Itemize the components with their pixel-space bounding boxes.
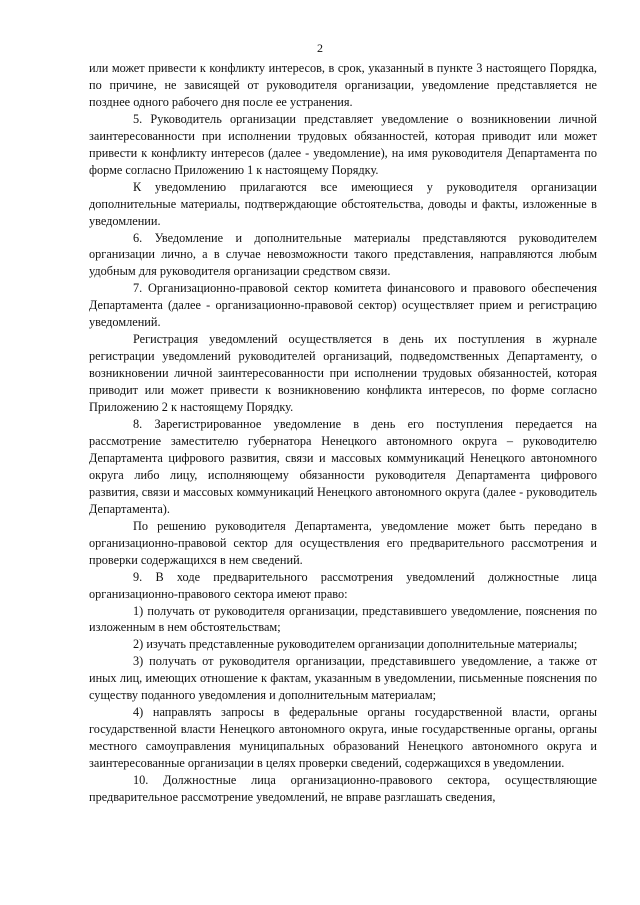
paragraph-decision: По решению руководителя Департамента, уведомление может быть передано в организационно-правовой сектор для осуществления его предварительного рассмотрения и проверки содержащихся в нем сведений.	[89, 518, 597, 567]
paragraph-registration: Регистрация уведомлений осуществляется в день их поступления в журнале регистрации уведомлений руководителей организаций, подведомственных Департаменту, о возникновении личной заинтересованности при исполнении трудовых обязанностей, которая приводит или может привести к возникновению конфликта интересов, по форме согласно Приложению 2 к настоящему Порядку.	[89, 332, 597, 415]
paragraph-item-5: 5. Руководитель организации представляет уведомление о возникновении личной заинтересованности при исполнении трудовых обязанностей, которая приводит или может привести к конфликту интересов (далее - уведомление), на имя руководителя Департамента по форме согласно Приложению 1 к настоящему Порядку.	[89, 111, 597, 177]
paragraph-item-7: 7. Организационно-правовой сектор комитета финансового и правового обеспечения Департамента (далее - организационно-правовой сектор) осуществляет прием и регистрацию уведомлений.	[89, 281, 597, 330]
paragraph-continuation: или может привести к конфликту интересов, в срок, указанный в пункте 3 настоящего Порядка, по причине, не зависящей от руководителя организации, уведомление представляется не позднее одного рабочего дня после ее устранения.	[89, 61, 597, 109]
paragraph-item-10: 10. Должностные лица организационно-правового сектора, осуществляющие предварительное рассмотрение уведомлений, не вправе разглашать сведения,	[89, 773, 597, 804]
paragraph-item-9: 9. В ходе предварительного рассмотрения уведомлений должностные лица организационно-правового сектора имеют право:	[89, 569, 597, 601]
paragraph-item-6: 6. Уведомление и дополнительные материалы представляются руководителем организации лично, а в случае невозможности такого представления, направляются любым удобным для руководителя организации средством связи.	[89, 230, 597, 279]
list-item-1: 1) получать от руководителя организации, представившего уведомление, пояснения по изложенным в нем обстоятельствам;	[89, 603, 597, 635]
list-item-2: 2) изучать представленные руководителем организации дополнительные материалы;	[133, 637, 578, 652]
list-item-4: 4) направлять запросы в федеральные органы государственной власти, органы государственной власти Ненецкого автономного округа, иные государственные органы, органы местного самоуправления муниципальных образований Ненецкого автономного округа и заинтересованные организации в целях проверки сведений, содержащихся в уведомлении.	[89, 705, 597, 771]
list-item-3: 3) получать от руководителя организации, представившего уведомление, а также от иных лиц, имеющих отношение к фактам, указанным в уведомлении, письменные пояснения по существу поданного уведомления и дополнительным материалам;	[89, 654, 597, 703]
page-number: 2	[317, 41, 323, 55]
paragraph-item-8: 8. Зарегистрированное уведомление в день его поступления передается на рассмотрение заместителю губернатора Ненецкого автономного округа – руководителю Департамента цифрового развития, связи и массовых коммуникаций Ненецкого автономного округа либо лицу, исполняющему обязанности руководителя Департамента цифрового развития, связи и массовых коммуникаций Ненецкого автономного округа (далее - руководитель Департамента).	[89, 417, 597, 516]
paragraph-attachments: К уведомлению прилагаются все имеющиеся у руководителя организации дополнительные материалы, подтверждающие обстоятельства, доводы и факты, изложенные в уведомлении.	[89, 179, 597, 228]
document-body	[89, 60, 597, 806]
